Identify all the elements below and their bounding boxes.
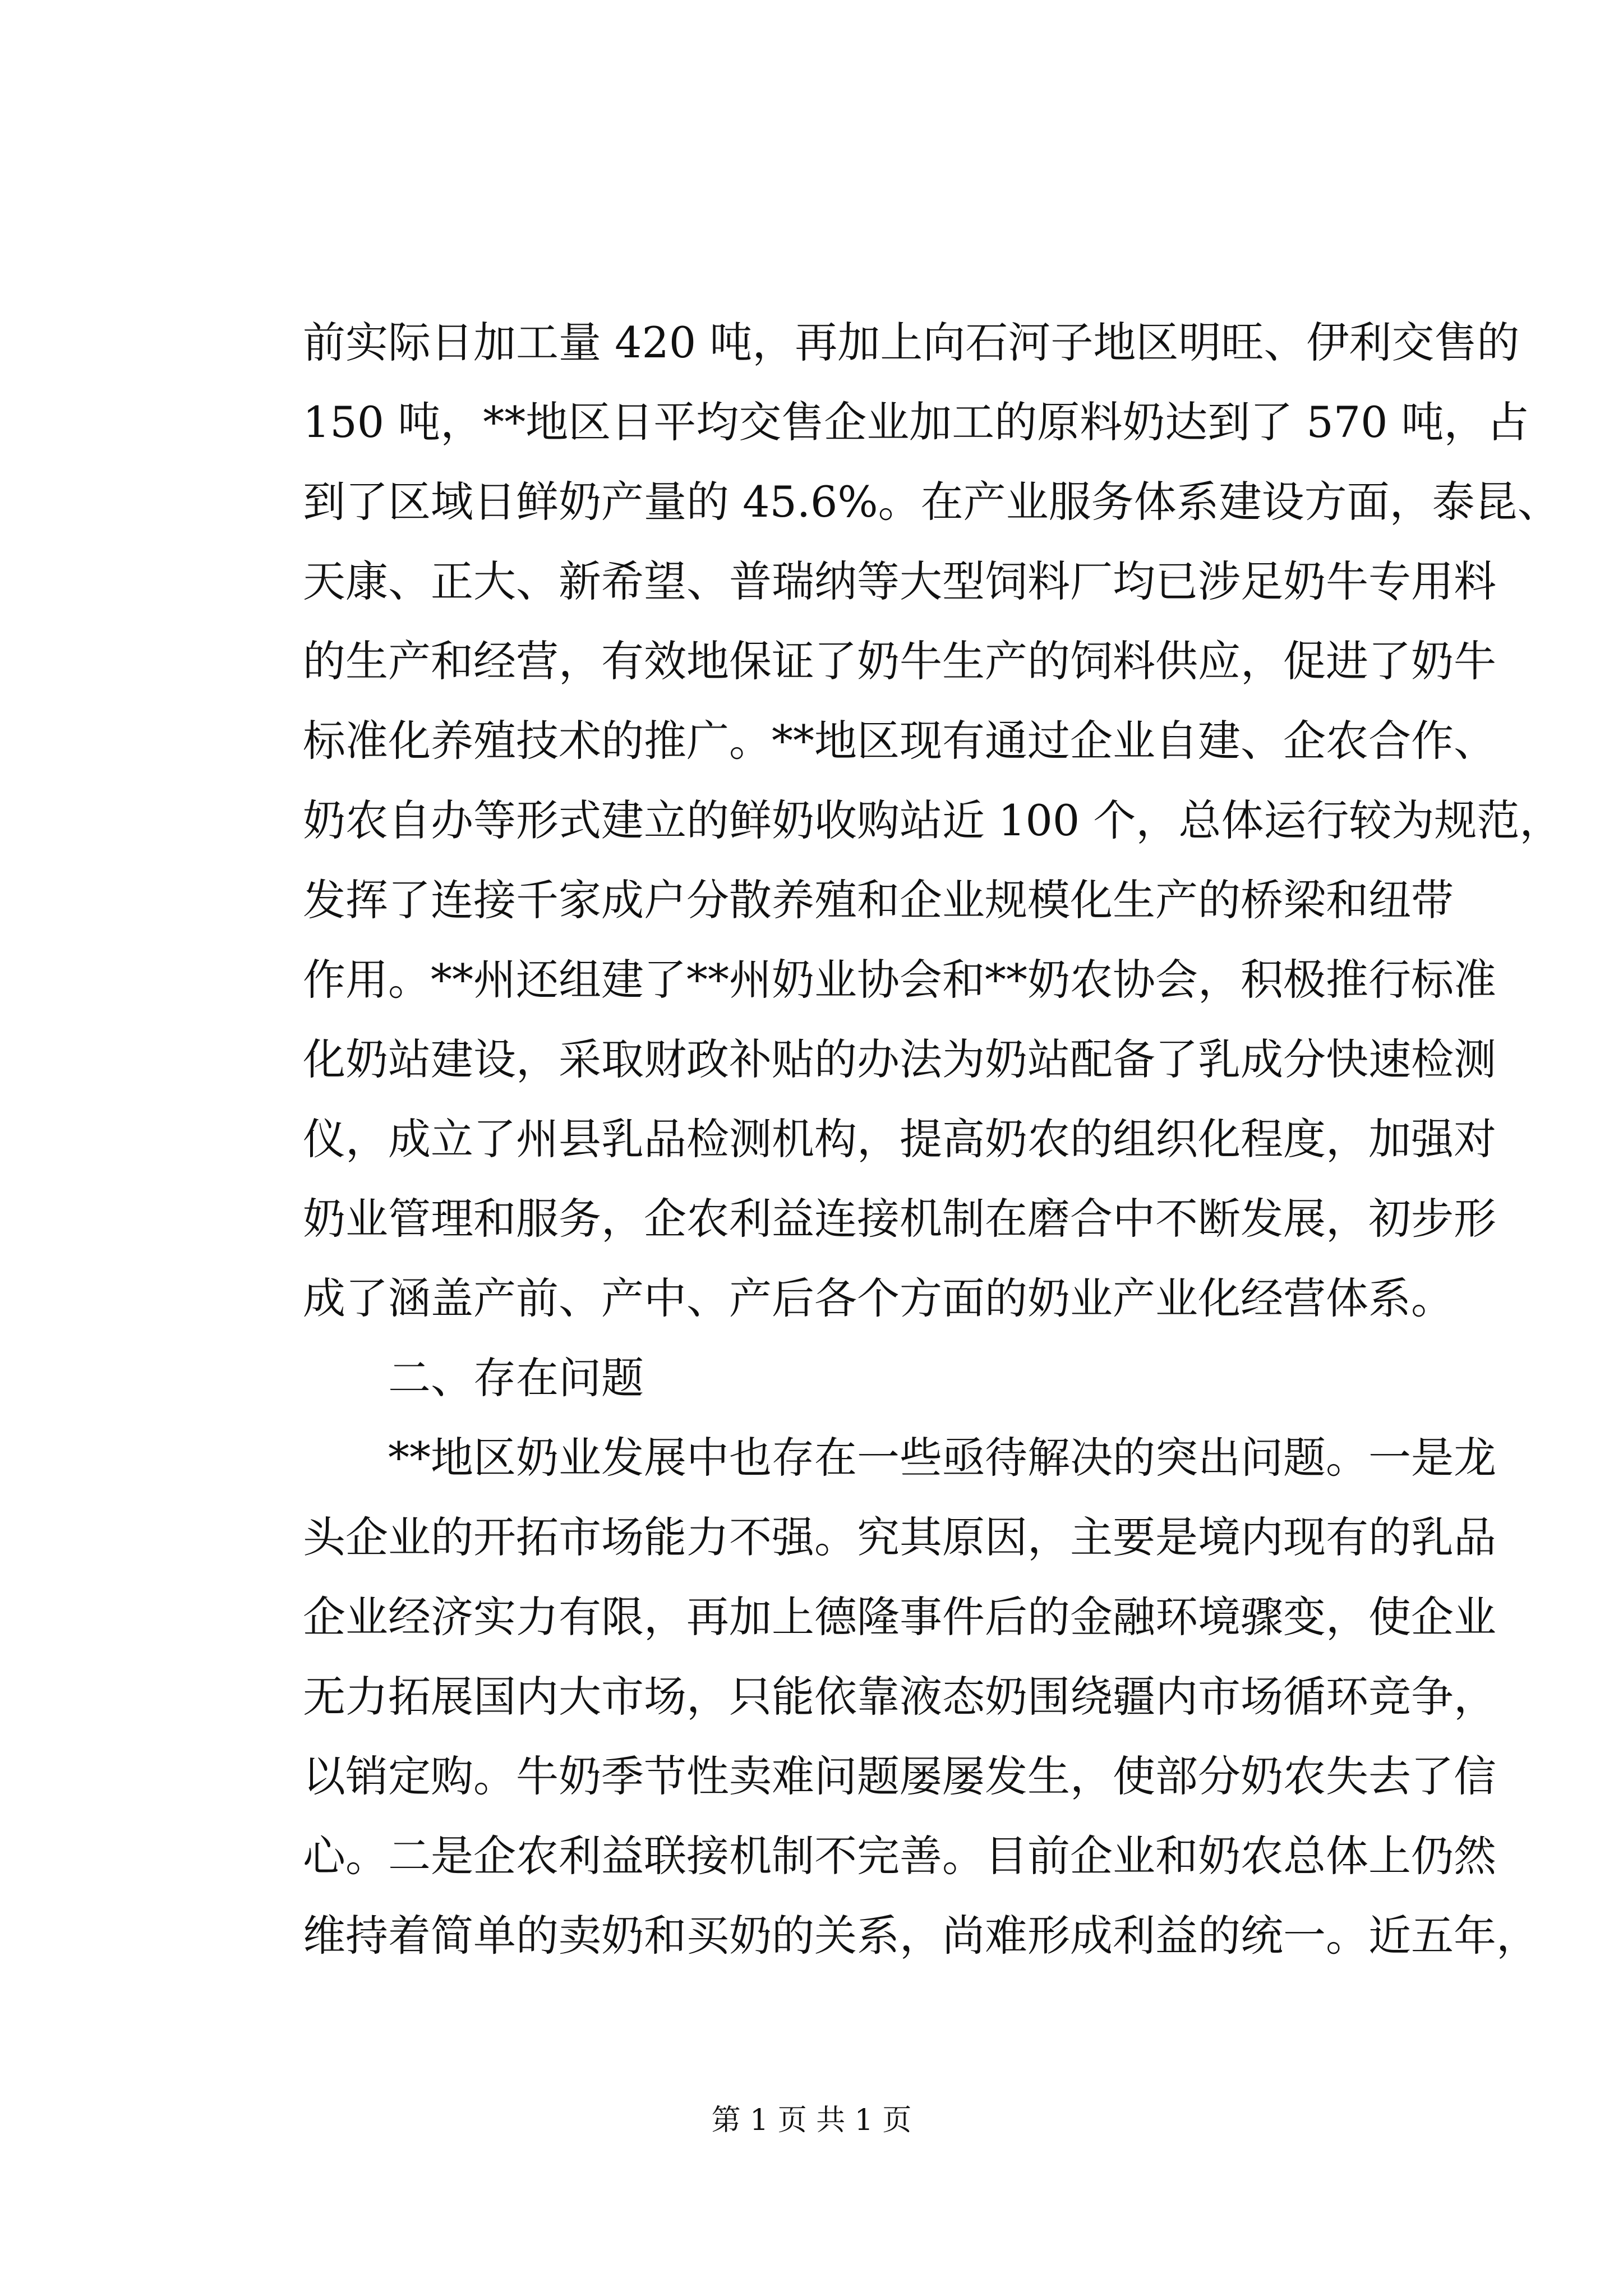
text-line-17: 企业经济实力有限，再加上德隆事件后的金融环境骤变，使企业: [303, 1592, 1496, 1642]
page-footer: 第 1 页 共 1 页: [711, 2104, 912, 2137]
text-line-9: 作用。**州还组建了**州奶业协会和**奶农协会，积极推行标准: [303, 955, 1496, 1005]
text-line-15: **地区奶业发展中也存在一些亟待解决的突出问题。一是龙: [388, 1433, 1496, 1483]
text-line-20: 心。二是企农利益联接机制不完善。目前企业和奶农总体上仍然: [303, 1831, 1496, 1881]
text-line-16: 头企业的开拓市场能力不强。究其原因，主要是境内现有的乳品: [303, 1512, 1496, 1562]
text-line-18: 无力拓展国内大市场，只能依靠液态奶围绕疆内市场循环竞争，: [303, 1672, 1496, 1722]
text-line-13: 成了涵盖产前、产中、产后各个方面的奶业产业化经营体系。: [303, 1273, 1454, 1323]
text-line-2: 150 吨，**地区日平均交售企业加工的原料奶达到了 570 吨，占: [303, 397, 1529, 447]
text-line-11: 仪，成立了州县乳品检测机构，提高奶农的组织化程度，加强对: [303, 1114, 1496, 1164]
text-line-8: 发挥了连接千家成户分散养殖和企业规模化生产的桥梁和纽带: [303, 875, 1454, 925]
text-line-7: 奶农自办等形式建立的鲜奶收购站近 100 个，总体运行较为规范，: [303, 795, 1562, 845]
text-line-3: 到了区域日鲜奶产量的 45.6%。在产业服务体系建设方面，泰昆、: [303, 477, 1560, 527]
text-line-10: 化奶站建设，采取财政补贴的办法为奶站配备了乳成分快速检测: [303, 1034, 1496, 1084]
section-heading: 二、存在问题: [388, 1353, 644, 1403]
text-line-4: 天康、正大、新希望、普瑞纳等大型饲料厂均已涉足奶牛专用料: [303, 556, 1496, 606]
text-line-12: 奶业管理和服务，企农利益连接机制在磨合中不断发展，初步形: [303, 1194, 1496, 1244]
text-line-5: 的生产和经营，有效地保证了奶牛生产的饲料供应，促进了奶牛: [303, 636, 1496, 686]
text-line-21: 维持着简单的卖奶和买奶的关系，尚难形成利益的统一。近五年，: [303, 1911, 1539, 1961]
text-line-1: 前实际日加工量 420 吨，再加上向石河子地区明旺、伊利交售的: [303, 318, 1520, 367]
body-text: [303, 303, 1562, 1976]
text-line-6: 标准化养殖技术的推广。**地区现有通过企业自建、企农合作、: [303, 716, 1496, 766]
text-line-19: 以销定购。牛奶季节性卖难问题屡屡发生，使部分奶农失去了信: [303, 1751, 1496, 1801]
